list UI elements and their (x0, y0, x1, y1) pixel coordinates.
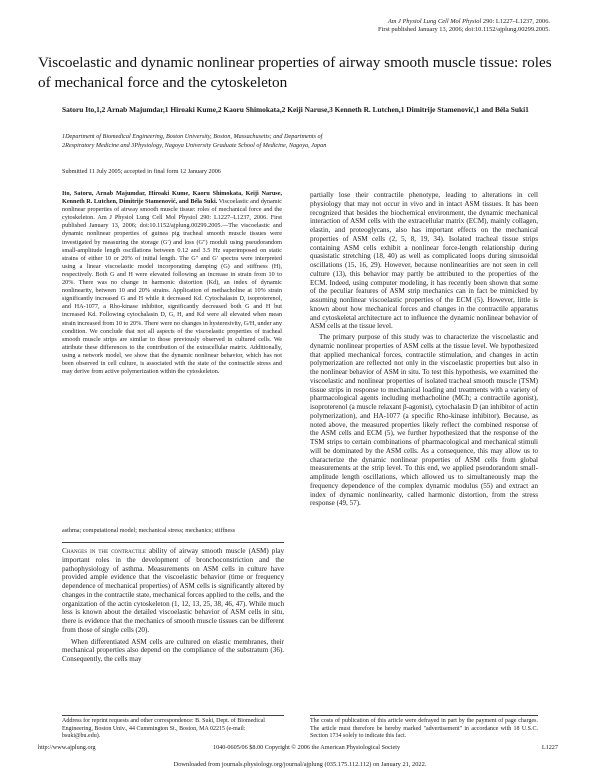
article-title: Viscoelastic and dynamic nonlinear properties of airway smooth muscle tissue: roles of mechanical force and the cytoskeleton (38, 54, 552, 91)
keywords-divider (62, 542, 284, 543)
journal-url-link[interactable]: http://www.ajplung.org (38, 744, 96, 751)
keywords: asthma; computational model; mechanical stress; mechanics; stiffness (62, 527, 236, 534)
page-charges-footnote: The costs of publication of this article were defrayed in part by the payment of page charges. The article must therefore be hereby marked "advertisement" in accordance with 18 U.S.C. Section 1734 solely to indicate this fact. (310, 718, 538, 740)
submission-dates: Submitted 11 July 2005; accepted in final form 12 January 2006 (62, 168, 221, 175)
abstract-body: Viscoelastic and dynamic nonlinear properties of airway smooth muscle tissue: roles of mechanical force and the cytoskeleton. Am J Physiol Lung Cell Mol Physiol 290: L1227–L1237, 2006. First published January 13, 2006; doi:10.1152/ajplung.00299.2005.—The viscoelastic and dynamic nonlinear properties of guinea pig tracheal smooth muscle tissues were investigated by measuring the storage (G′) and loss (G″) moduli using pseudorandom small-amplitude length oscillations between 0.12 and 3.5 Hz superimposed on static strains of either 10 or 20% of initial length. The G″ and G′ spectra were interpreted using a linear viscoelastic model incorporating damping (G) and stiffness (H), respectively. Both G and H were elevated following an increase in strain from 10 to 20%. There was no change in harmonic distortion (Kd), an index of dynamic nonlinearity, between 10 and 20% strains. Application of methacholine at 10% strain significantly increased G and H while it decreased Kd. Cytochalasin D, isoproterenol, and HA-1077, a Rho-kinase inhibitor, significantly decreased both G and H but increased Kd. Following cytochalasin D, G, H, and Kd were all elevated when mean strain increased from 10 to 20%. There were no changes in hysteresivity, G/H, under any condition. We conclude that not all aspects of the viscoelastic properties of tracheal smooth muscle strips are similar to those previously observed in cultured cells. We attribute these differences to the contribution of the extracellular matrix. Additionally, using a network model, we show that the dynamic nonlinear behavior, which has not been observed in cell culture, is associated with the state of the contractile stress and may derive from active polymerization within the cytoskeleton. (62, 198, 283, 376)
download-notice (0, 761, 600, 768)
download-text: Downloaded from journals.physiology.org/journal/ajplung (035.175.112.112) on January 21, 2022. (173, 761, 427, 768)
footnote-divider-right (310, 715, 538, 716)
intro-paragraph-4: The primary purpose of this study was to characterize the viscoelastic and dynamic nonlinear properties of ASM cells at the tissue level. We hypothesized that applied mechanical forces, contractile stimulation, and changes in actin polymerization are reflected not only in the viscoelastic properties but also in the nonlinear behavior of ASM in situ. To test this hypothesis, we examined the viscoelastic and nonlinear properties of isolated tracheal smooth muscle (TSM) tissue strips in response to mechanical loading and treatments with a variety of pharmacological agents including methacholine (MCh; a contractile agonist), isoproterenol (a muscle relaxant β-agonist), cytochalasin D (an inhibitor of actin polymerization), and HA-1077 (a specific Rho-kinase inhibitor). Because, as noted above, the measured properties likely reflect the combined response of the ASM cells and ECM (5), we further hypothesized that the response of the TSM strips to certain combinations of pharmacological and mechanical stimuli will be dominated by the ASM cells. As a consequence, this may allow us to characterize the dynamic nonlinear properties of ASM cells from global measurements at the strip level. To this end, we applied pseudorandom small-amplitude length oscillations, which allowed us to simultaneously map the frequency dependence of the complex dynamic modulus (55) and extract an index of dynamic nonlinearity, called harmonic distortion, from the stress response (49, 57). (310, 333, 538, 508)
journal-citation: 290: L1227–L1237, 2006. (482, 18, 550, 25)
body-column-right (310, 191, 538, 508)
intro-paragraph-1-text: ability of airway smooth muscle (ASM) play important roles in the development of bronchoconstriction and the pathophysiology of asthma. Measurements on ASM cells in culture have provided ample evidence that the viscoelastic behavior (time or frequency dependence of mechanical properties) of ASM cells is significantly altered by changes in the contractile state, mechanical forces applied to the cells, and the organization of the actin cytoskeleton (1, 12, 13, 25, 38, 46, 47). While much less is known about the detailed viscoelastic behavior of ASM cells in situ, there is evidence that the mechanics of smooth muscle tissues can be different from those of single cells (20). (62, 547, 284, 634)
footnote-divider-left (62, 715, 284, 716)
affiliation-line-2: 2Respiratory Medicine and 3Physiology, Nagoya University Graduate School of Medicine, Nagoya, Japan (62, 141, 327, 149)
intro-lead-in: Changes in the contractile (62, 547, 146, 555)
abstract (62, 190, 282, 376)
author-list: Satoru Ito,1,2 Arnab Majumdar,1 Hiroaki Kume,2 Kaoru Shimokata,2 Keiji Naruse,3 Kenneth R. Lutchen,1 Dimitrije Stamenović,1 and Béla Suki1 (62, 105, 529, 114)
intro-paragraph-1 (62, 547, 284, 635)
page-number: L1227 (541, 744, 558, 751)
intro-paragraph-3: partially lose their contractile phenotype, leading to alterations in cell physiology that may not occur in vivo and in intact ASM tissues. It has been recognized that besides the biochemical environment, the dynamic mechanical interaction of ASM cells with the extracellular matrix (ECM), mainly collagen, elastin, and proteoglycans, also has important effects on the mechanical properties of ASM cells (2, 5, 8, 19, 34). Isolated tracheal tissue strips containing ASM cells exhibit a nonlinear force-length relationship during quasistatic stretching (18, 40) as well as complicated loops during sinusoidal oscillations (15, 16, 29). However, because nonlinearities are not seen in cell culture (13), this behavior may partly be attributed to the properties of the ECM. Indeed, using computer modeling, it has recently been shown that some of the peculiar features of ASM strip mechanics can in fact be mimicked by assuming nonlinear viscoelastic properties of the ECM (5). However, little is known about how mechanical forces and changes in the contractile apparatus and cytoskeletal architecture act to influence the dynamic nonlinear behavior of ASM cells at the tissue level. (310, 191, 538, 331)
intro-paragraph-2: When differentiated ASM cells are cultured on elastic membranes, their mechanical properties also depend on the compliance of the substratum (36). Consequently, the cells may (62, 637, 284, 663)
abstract-author-lead: Ito, Satoru, Arnab Majumdar, Hiroaki Kume, Kaoru Shimokata, Keiji Naruse, Kenneth R. Lutchen, Dimitrije Stamenović, and Béla Suki. (62, 190, 282, 206)
body-column-left (62, 547, 284, 664)
journal-name: Am J Physiol Lung Cell Mol Physiol (387, 18, 482, 25)
copyright-line: 1040-0605/06 $8.00 Copyright © 2006 the American Physiological Society (213, 744, 401, 751)
journal-header (378, 18, 550, 34)
affiliation-line-1: 1Department of Biomedical Engineering, Boston University, Boston, Massachusetts; and Departments of (62, 133, 323, 140)
first-published-line: First published January 13, 2006; doi:10.1152/ajplung.00299.2005. (378, 26, 550, 34)
affiliations (62, 133, 552, 150)
correspondence-footnote: Address for reprint requests and other correspondence: B. Suki, Dept. of Biomedical Engineering, Boston Univ., 44 Cummington St., Boston, MA 02215 (e-mail: bsuki@bu.edu). (62, 718, 265, 740)
